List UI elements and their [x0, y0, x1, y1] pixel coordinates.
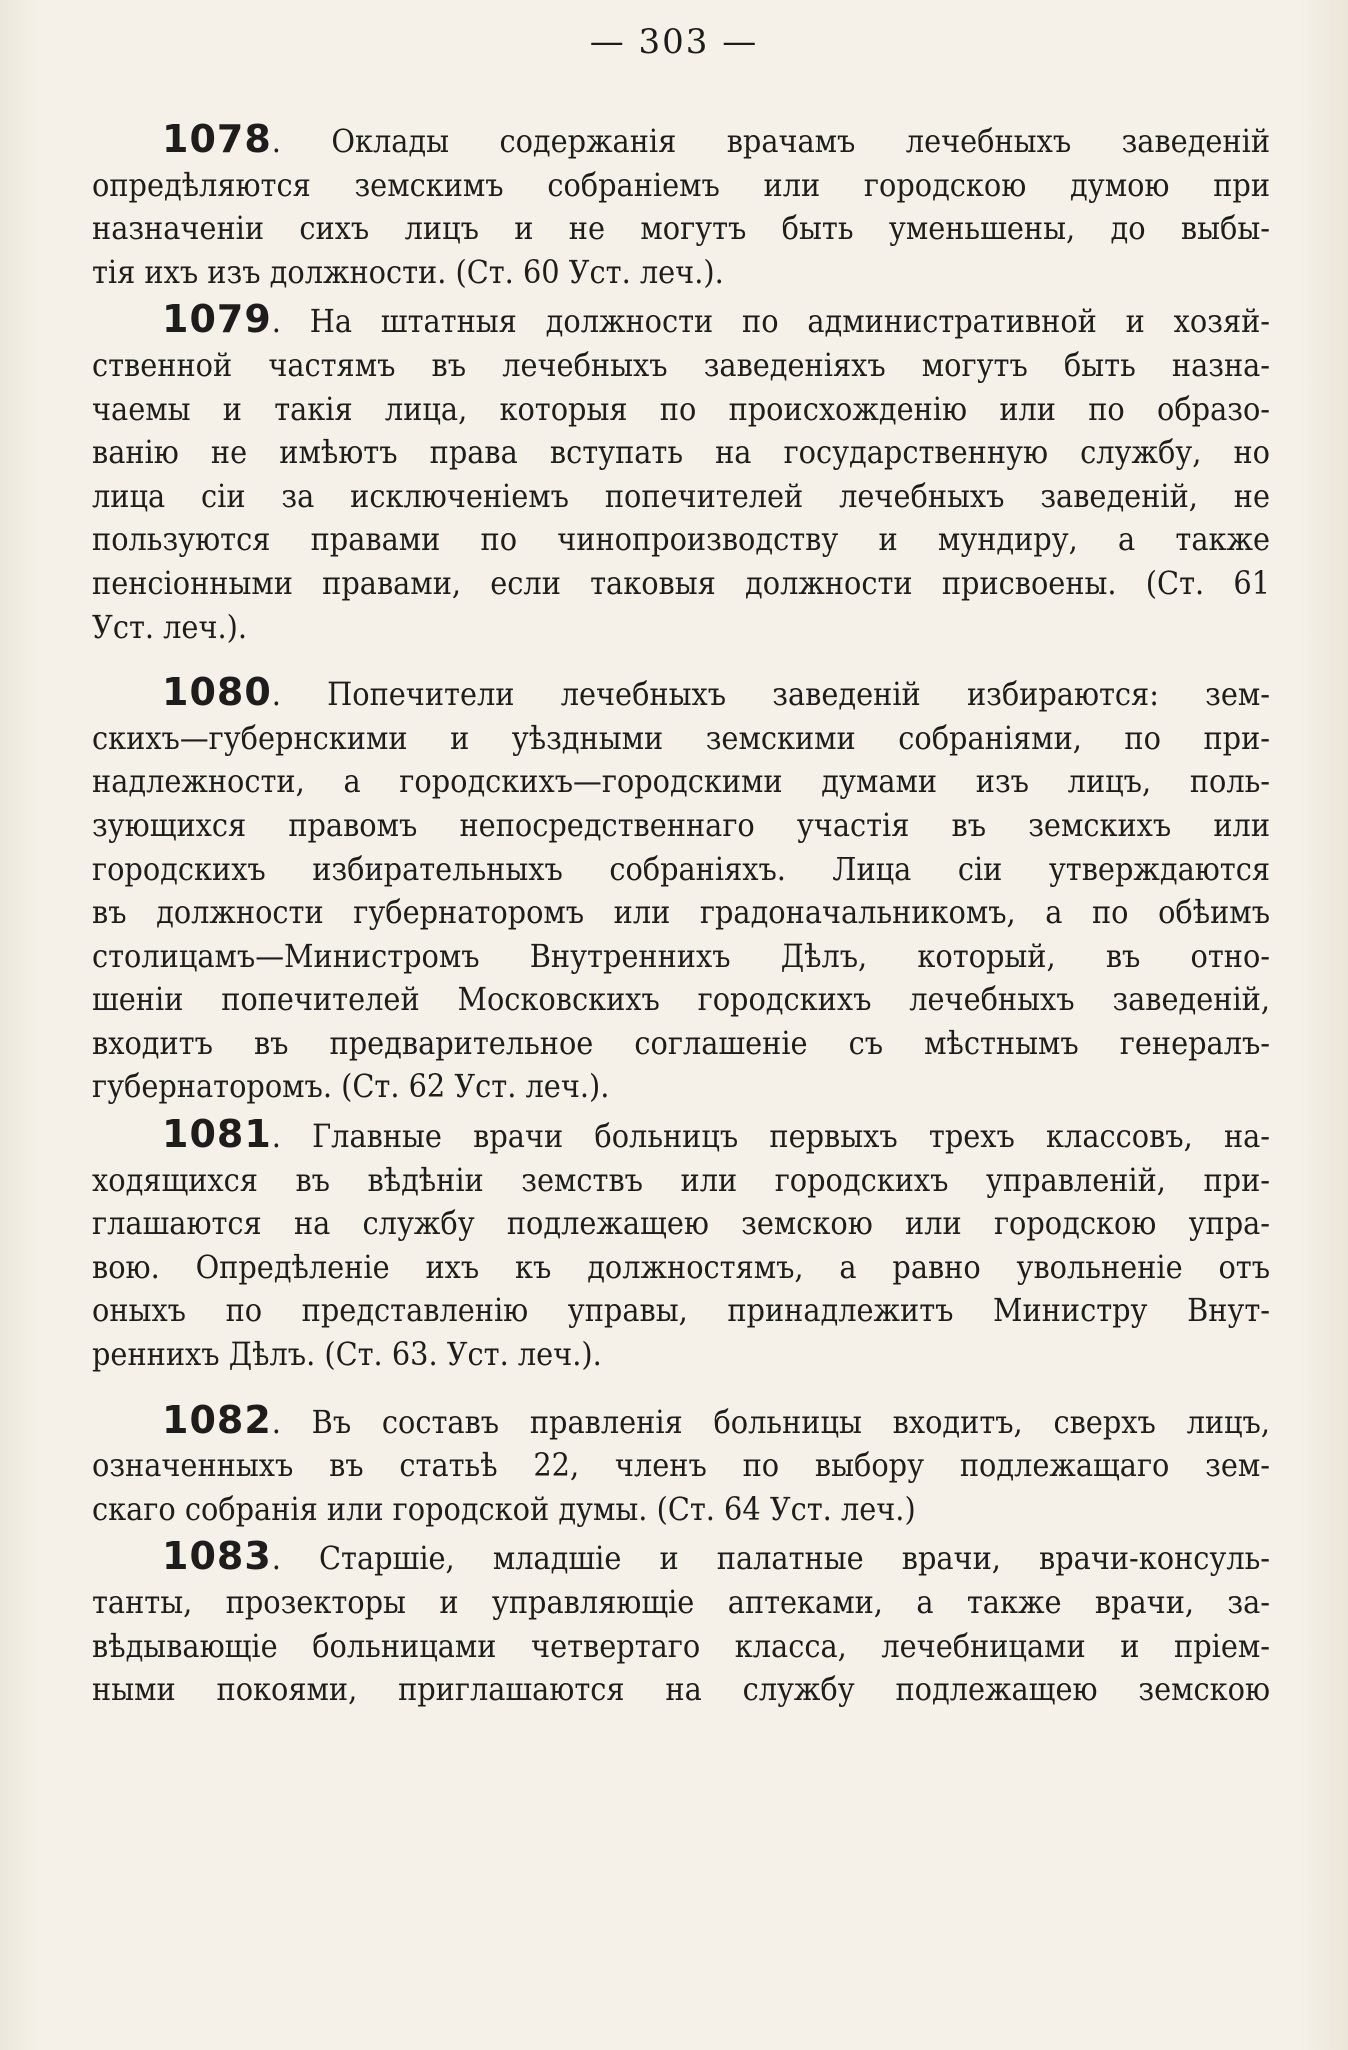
- article-line: 1079. На штатныя должности по административной и хозяй-: [162, 297, 1270, 342]
- article-line: вою. Опредѣленіе ихъ къ должностямъ, а равно увольненіе отъ: [92, 1247, 1270, 1286]
- article-line: зующихся правомъ непосредственнаго участія въ земскихъ или: [92, 805, 1270, 844]
- article-line: 1080. Попечители лечебныхъ заведеній избираются: зем-: [162, 670, 1270, 715]
- article-line: ственной частямъ въ лечебныхъ заведеніяхъ могутъ быть назна-: [92, 345, 1270, 384]
- article-number: 1080: [162, 670, 272, 715]
- article-line: пенсіонными правами, если таковыя должности присвоены. (Ст. 61: [92, 563, 1270, 602]
- article-1083: [92, 1535, 1270, 1711]
- article-line: Уст. леч.).: [92, 607, 247, 646]
- article-1080: [92, 671, 1270, 1109]
- article-1078: [92, 118, 1270, 294]
- article-line: шеніи попечителей Московскихъ городскихъ лечебныхъ заведеній,: [92, 980, 1270, 1019]
- article-line: надлежности, а городскихъ—городскими думами изъ лицъ, поль-: [92, 762, 1270, 801]
- article-line: въ должности губернаторомъ или градоначальникомъ, а по обѣимъ: [92, 893, 1270, 932]
- article-number: 1078: [162, 117, 272, 161]
- article-line: 1083. Старшіе, младшіе и палатные врачи, врачи-консуль-: [162, 1534, 1270, 1579]
- article-line: пользуются правами по чинопроизводству и мундиру, а также: [92, 520, 1270, 559]
- article-line: губернаторомъ. (Ст. 62 Уст. леч.).: [92, 1067, 610, 1106]
- article-number: 1081: [162, 1112, 272, 1157]
- article-line: назначеніи сихъ лицъ и не могутъ быть уменьшены, до выбы-: [92, 209, 1270, 248]
- article-line: скаго собранія или городской думы. (Ст. 64 Уст. леч.): [92, 1489, 916, 1528]
- page-number: — 303 —: [589, 22, 759, 62]
- article-line: танты, прозекторы и управляющіе аптеками, а также врачи, за-: [92, 1583, 1270, 1621]
- article-line: ванію не имѣютъ права вступать на государственную службу, но: [92, 433, 1270, 472]
- article-line: 1082. Въ составъ правленія больницы входитъ, сверхъ лицъ,: [162, 1397, 1270, 1442]
- article-1079: [92, 298, 1270, 649]
- article-line: входитъ въ предварительное соглашеніе съ мѣстнымъ генералъ-: [92, 1023, 1270, 1062]
- article-line: 1081. Главные врачи больницъ первыхъ трехъ классовъ, на-: [162, 1112, 1270, 1157]
- article-line: городскихъ избирательныхъ собраніяхъ. Лица сіи утверждаются: [92, 849, 1270, 888]
- article-line: 1078. Оклады содержанія врачамъ лечебныхъ заведеній: [162, 117, 1270, 161]
- article-line: ходящихся въ вѣдѣніи земствъ или городскихъ управленій, при-: [92, 1160, 1270, 1199]
- article-1081: [92, 1113, 1270, 1377]
- article-number: 1083: [162, 1534, 272, 1579]
- article-line: оныхъ по представленію управы, принадлежитъ Министру Внут-: [92, 1291, 1270, 1330]
- article-line: тія ихъ изъ должности. (Ст. 60 Уст. леч.).: [92, 252, 724, 291]
- article-line: глашаются на службу подлежащею земскою или городскою упра-: [92, 1204, 1270, 1243]
- article-line: столицамъ—Министромъ Внутреннихъ Дѣлъ, который, въ отно-: [92, 936, 1270, 975]
- article-number: 1082: [162, 1397, 272, 1442]
- article-line: лица сіи за исключеніемъ попечителей лечебныхъ заведеній, не: [92, 476, 1270, 515]
- article-line: означенныхъ въ статьѣ 22, членъ по выбору подлежащаго зем-: [92, 1446, 1270, 1485]
- page-text: [92, 118, 1270, 1712]
- article-line: ными покоями, приглашаются на службу подлежащею земскою: [92, 1670, 1270, 1709]
- article-line: вѣдывающіе больницами четвертаго класса, лечебницами и пріем-: [92, 1626, 1270, 1665]
- article-number: 1079: [162, 297, 272, 342]
- article-line: опредѣляются земскимъ собраніемъ или городскою думою при: [92, 165, 1270, 204]
- article-line: скихъ—губернскими и уѣздными земскими собраніями, по при-: [92, 718, 1270, 757]
- article-line: реннихъ Дѣлъ. (Ст. 63. Уст. леч.).: [92, 1335, 602, 1374]
- article-line: чаемы и такія лица, которыя по происхожденію или по образо-: [92, 389, 1270, 428]
- article-1082: [92, 1399, 1270, 1532]
